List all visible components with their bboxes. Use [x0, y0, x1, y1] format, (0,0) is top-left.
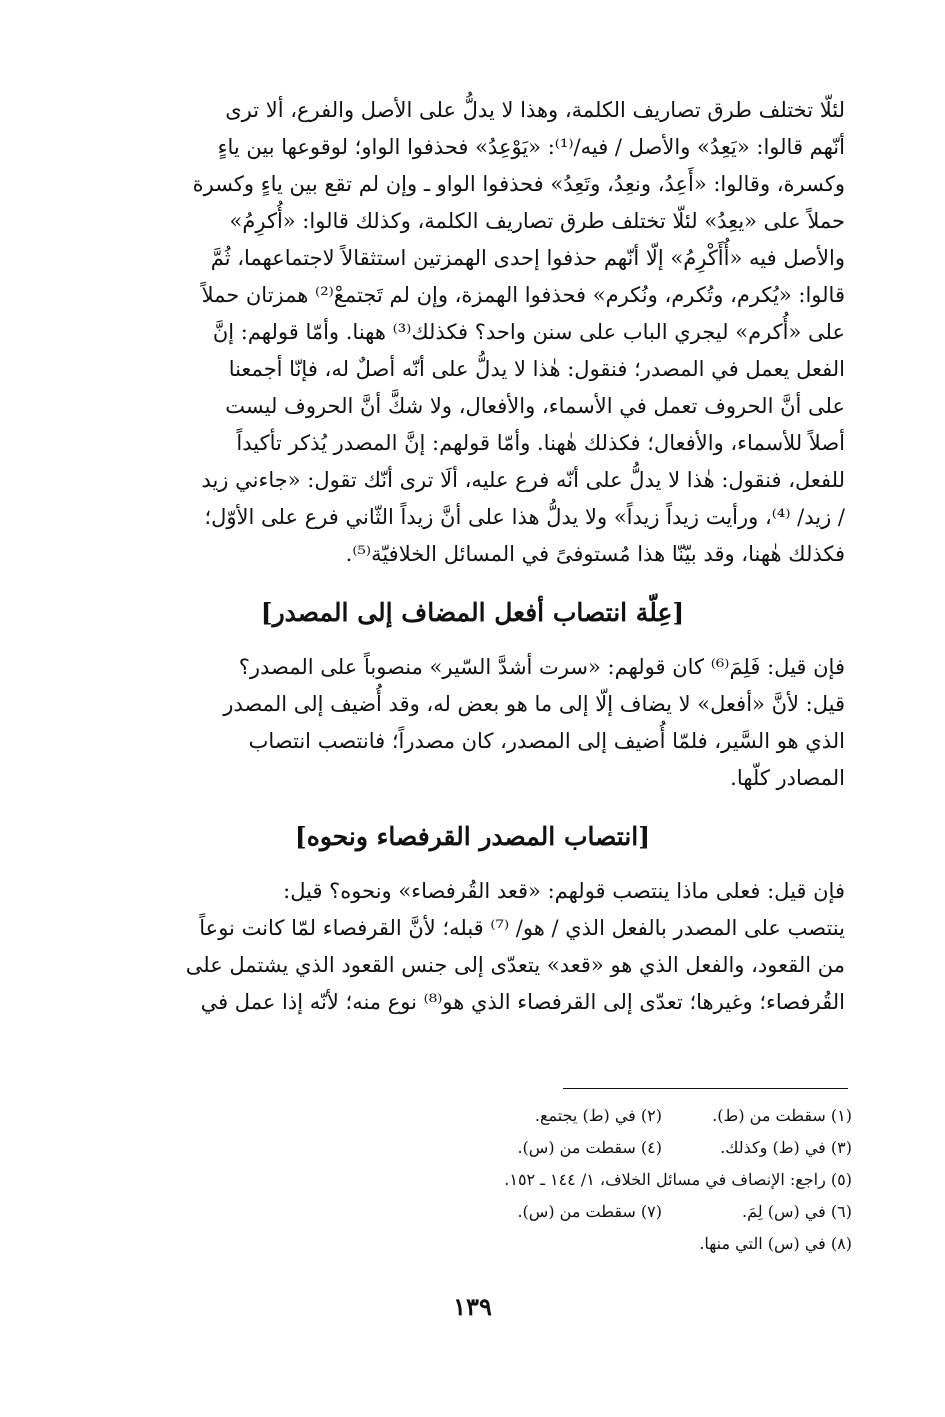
text-line: على أنَّ الحروف تعمل في الأسماء، والأفعال، ولا شكَّ أنَّ الحروف ليست	[225, 394, 845, 418]
text-line: الفعل يعمل في المصدر؛ فنقول: هٰذا لا يدلُّ على أنّه أصلٌ له، فإنّا أجمعنا	[228, 357, 845, 381]
page-number: ١٣٩	[453, 1292, 492, 1321]
text-line: لئلّا تختلف طرق تصاريف الكلمة، وهذا لا يدلُّ على الأصل والفرع، ألا ترى	[225, 98, 845, 122]
text-line: وكسرة، وقالوا: «أَعِدُ، ونعِدُ، وتَعِدُ» فحذفوا الواو ـ وإن لم تقع بين ياءٍ وكسرة	[192, 172, 845, 196]
footnote-8: (٨) في (س) التي منها.	[699, 1234, 852, 1253]
text-line: والأصل فيه «أُأَكْرِمُ» إلّا أنّهم حذفوا إحدى الهمزتين استثقالاً لاجتماعهما، ثُمَّ	[210, 246, 845, 270]
footnote-row	[300, 1164, 852, 1196]
text-line: على «أُكرم» ليجري الباب على سنن واحد؟ فكذلك⁽³⁾ ههنا. وأمّا قولهم: إنَّ	[212, 320, 845, 344]
footnote-7: (٧) سقطت من (س).	[517, 1202, 662, 1221]
footnote-2: (٢) في (ط) يجتمع.	[534, 1106, 662, 1125]
footnote-5: (٥) راجع: الإنصاف في مسائل الخلاف، ١/ ١٤٤ ـ ١٥٢.	[504, 1170, 852, 1189]
section-heading: [انتصاب المصدر القرفصاء ونحوه]	[294, 822, 651, 851]
footnote-row	[300, 1100, 852, 1132]
section-heading: [عِلّة انتصاب أفعل المضاف إلى المصدر]	[260, 598, 685, 627]
footnote-row	[300, 1132, 852, 1164]
main-text	[100, 92, 845, 1021]
text-line: حملاً على «يعِدُ» لئلّا تختلف طرق تصاريف الكلمة، وكذلك قالوا: «أُكرِمُ»	[229, 209, 845, 233]
footnote-4: (٤) سقطت من (س).	[517, 1138, 662, 1157]
text-line: القُرفصاء؛ وغيرها؛ تعدّى إلى القرفصاء الذي هو⁽⁸⁾ نوع منه؛ لأنّه إذا عمل في	[200, 990, 845, 1014]
text-line: / زيد/ ⁽⁴⁾، ورأيت زيداً زيداً» ولا يدلُّ هذا على أنَّ زيداً الثّاني فرع على الأوّل؛	[204, 505, 845, 529]
text-line: الذي هو السَّير، فلمّا أُضيف إلى المصدر، كان مصدراً؛ فانتصب انتصاب	[248, 729, 845, 753]
footnote-1: (١) سقطت من (ط).	[712, 1106, 852, 1125]
footnotes	[300, 1100, 852, 1260]
text-line: فإن قيل: فَلِمَ⁽⁶⁾ كان قولهم: «سرت أشدَّ السّير» منصوباً على المصدر؟	[238, 655, 845, 679]
text-line: فإن قيل: فعلى ماذا ينتصب قولهم: «قعد القُرفصاء» ونحوه؟ قيل:	[283, 879, 845, 903]
footnote-3: (٣) في (ط) وكذلك.	[720, 1138, 852, 1157]
text-line: أصلاً للأسماء، والأفعال؛ فكذلك هٰهنا. وأمّا قولهم: إنَّ المصدر يُذكر تأكيداً	[236, 431, 845, 455]
paragraph-1	[100, 92, 845, 573]
footnote-divider	[563, 1088, 848, 1089]
text-line: للفعل، فنقول: هٰذا لا يدلُّ على أنّه فرع عليه، ألَا ترى أنّك تقول: «جاءني زيد	[201, 468, 845, 492]
footnote-6: (٦) في (س) لِمَ.	[742, 1202, 852, 1221]
text-line: قيل: لأنَّ «أفعل» لا يضاف إلّا إلى ما هو بعض له، وقد أُضيف إلى المصدر	[223, 692, 845, 716]
text-line: ينتصب على المصدر بالفعل الذي / هو/ ⁽⁷⁾ قبله؛ لأنَّ القرفصاء لمّا كانت نوعاً	[199, 916, 845, 940]
footnote-row	[300, 1228, 852, 1260]
text-line: قالوا: «يُكرم، وتُكرم، ونُكرم» فحذفوا الهمزة، وإن لم تَجتمعْ⁽²⁾ همزتان حملاً	[201, 283, 845, 307]
text-line: من القعود، والفعل الذي هو «قعد» يتعدّى إلى جنس القعود الذي يشتمل على	[185, 953, 845, 977]
paragraph-2	[100, 649, 845, 797]
text-line: فكذلك هٰهنا، وقد بيّنّا هذا مُستوفىً في المسائل الخلافيّة⁽⁵⁾.	[345, 542, 845, 566]
paragraph-3	[100, 873, 845, 1021]
text-line: المصادر كلّها.	[730, 766, 845, 790]
footnote-row	[300, 1196, 852, 1228]
text-line: أنّهم قالوا: «يَعِدُ» والأصل / فيه/⁽¹⁾: «يَوْعِدُ» فحذفوا الواو؛ لوقوعها بين ياءٍ	[217, 135, 845, 159]
